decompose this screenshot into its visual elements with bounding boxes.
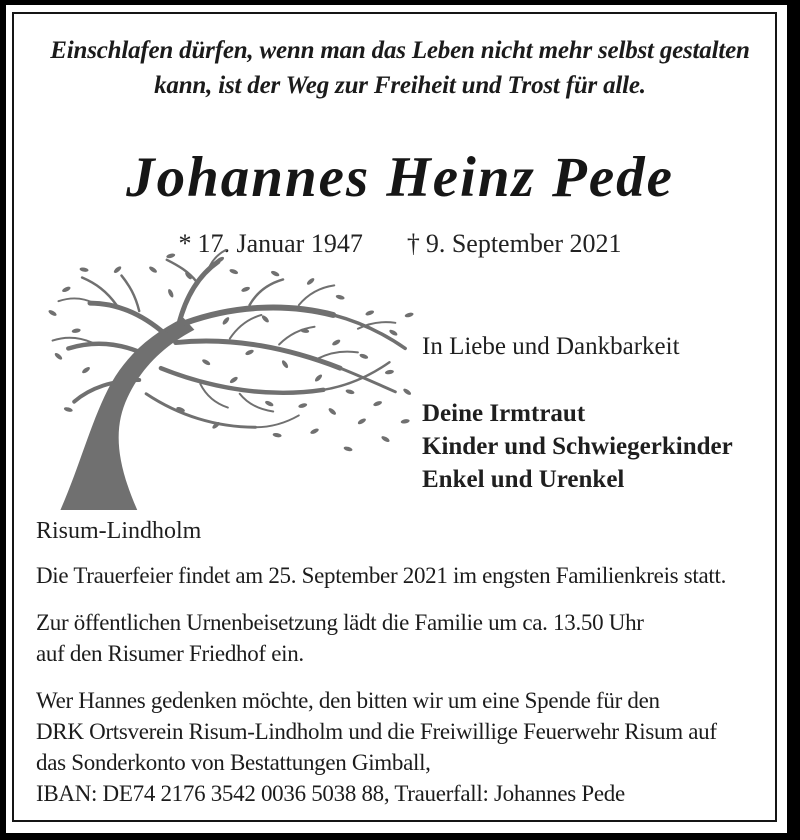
announcement-text [36,560,726,825]
birth-star-icon: * [178,229,192,258]
deceased-name: Johannes Heinz Pede [126,146,674,209]
mourners-list [422,397,733,496]
tribute-block [422,330,733,496]
text-line: Wer Hannes gedenken möchte, den bitten wir um eine Spende für den [36,688,660,713]
iban-line: IBAN: DE74 2176 3542 0036 5038 88, Trauerfall: Johannes Pede [36,781,625,806]
birth-date: 17. Januar 1947 [197,229,363,258]
text-line: auf den Risumer Friedhof ein. [36,641,304,666]
location: Risum-Lindholm [36,518,202,544]
text-line: DRK Ortsverein Risum-Lindholm und die Freiwillige Feuerwehr Risum auf [36,719,717,744]
donation-paragraph [36,685,726,809]
epigraph-line-1: Einschlafen dürfen, wenn man das Leben nicht mehr selbst gestalten [50,37,750,64]
death-date: 9. September 2021 [425,229,622,258]
epigraph [20,33,780,103]
mourner-line: Deine Irmtraut [422,400,586,427]
epigraph-line-2: kann, ist der Weg zur Freiheit und Trost für alle. [154,72,646,99]
mourner-line: Enkel und Urenkel [422,466,625,493]
tribute-intro: In Liebe und Dankbarkeit [422,333,680,360]
text-line: das Sonderkonto von Bestattungen Gimball, [36,750,431,775]
windswept-tree-silhouette [20,246,420,510]
text-line: Zur öffentlichen Urnenbeisetzung lädt die Familie um ca. 13.50 Uhr [36,610,644,635]
death-cross-icon: † [406,229,420,258]
urn-burial-paragraph [36,607,726,669]
text-line: Die Trauerfeier findet am 25. September 2021 im engsten Familienkreis statt. [36,563,727,588]
funeral-paragraph [36,560,726,591]
mourner-line: Kinder und Schwiegerkinder [422,433,733,460]
